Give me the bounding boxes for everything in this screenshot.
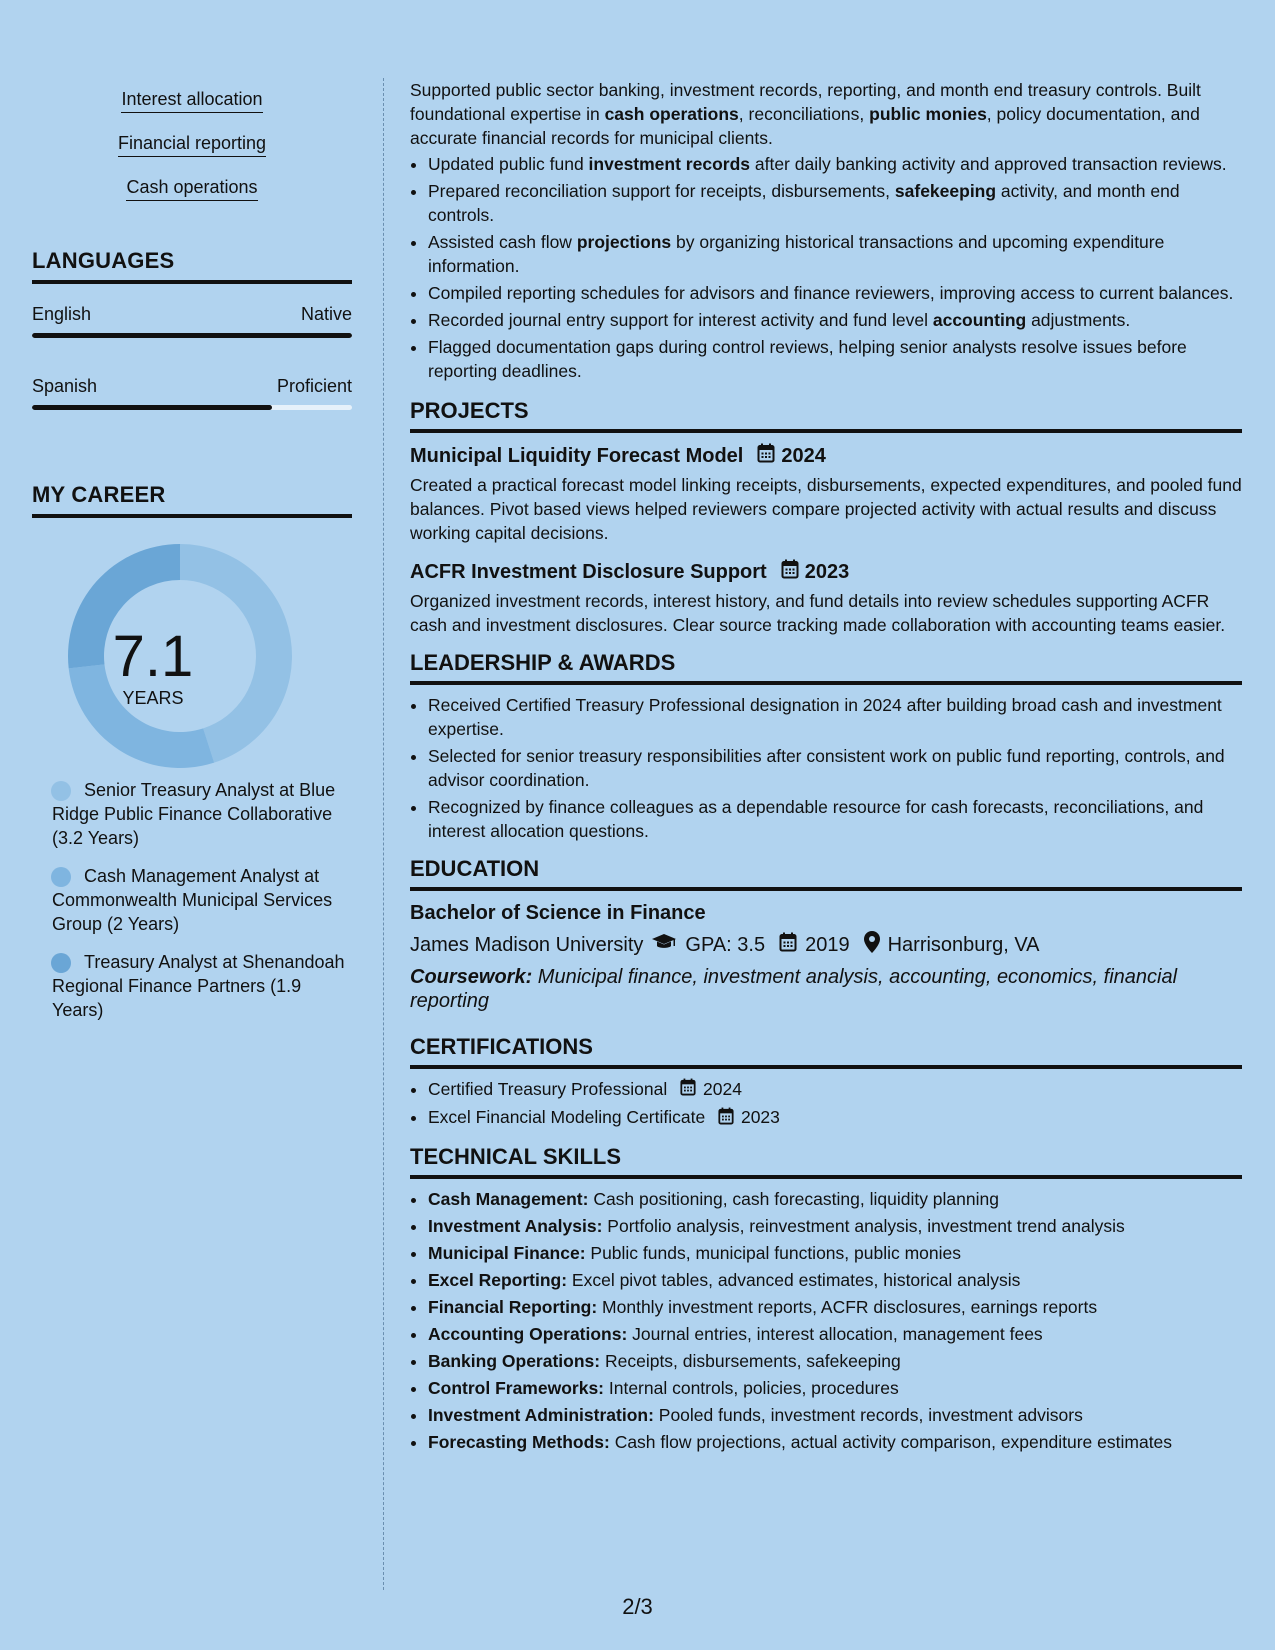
skill-label: Investment Analysis:: [428, 1215, 603, 1236]
skill-text: Public funds, municipal functions, public monies: [585, 1242, 962, 1263]
leadership-heading: LEADERSHIP & AWARDS: [410, 651, 1242, 685]
calendar-icon: [781, 559, 799, 585]
bullet-text: by organizing historical transactions and upcoming expenditure information.: [428, 232, 1165, 276]
project-description: Organized investment records, interest history, and fund details into review schedules supporting ACFR cash and investment disclosures. Clear source tracking made collaboration with accounting teams easier.: [410, 591, 1226, 635]
bullet-text: activity, and month end controls.: [428, 181, 1180, 225]
column-divider: [383, 78, 384, 1590]
project-description: Created a practical forecast model linking receipts, disbursements, expected expenditures, and pooled fund balances. Pivot based views helped reviewers compare projected activity with actual results and discuss working capital decisions.: [410, 475, 1242, 543]
leadership-item: • Received Certified Treasury Professional designation in 2024 after building broad cash and investment expertise.: [428, 693, 1242, 741]
skill-label: Municipal Finance:: [428, 1242, 586, 1263]
language-proficiency-fill: [32, 333, 352, 338]
project-name: Municipal Liquidity Forecast Model: [410, 445, 744, 467]
bullet-text: after daily banking activity and approved transaction reviews.: [750, 154, 1227, 174]
skill-label: Accounting Operations:: [428, 1323, 628, 1344]
skill-text: Journal entries, interest allocation, management fees: [627, 1323, 1043, 1344]
education-year: 2019: [805, 934, 850, 956]
project-year: 2024: [781, 445, 826, 467]
education-location: Harrisonburg, VA: [887, 934, 1040, 956]
education-coursework: [410, 965, 1242, 1013]
career-total: 7.1: [112, 624, 194, 689]
calendar-icon: [718, 1107, 734, 1131]
skill-tag-list: [32, 78, 352, 210]
leadership-item: • Selected for senior treasury responsibilities after consistent work on public fund reporting, controls, and advisor coordination.: [428, 744, 1242, 792]
skill-tag: Cash operations: [126, 176, 257, 201]
career-item: [32, 864, 352, 936]
bullet-text: adjustments.: [1026, 310, 1131, 330]
bullet-text: Flagged documentation gaps during control reviews, helping senior analysts resolve issues before reporting deadlines.: [428, 337, 1187, 381]
language-level: Native: [300, 304, 352, 324]
legend-dot-icon: [51, 953, 71, 973]
summary-bullet: [428, 308, 1242, 332]
bullet-bold: investment records: [588, 154, 750, 174]
language-proficiency-bar: [32, 405, 352, 410]
summary-bullet: [428, 281, 1242, 305]
location-pin-icon: [864, 931, 880, 959]
summary-bullet: [428, 152, 1242, 176]
legend-dot-icon: [51, 867, 71, 887]
education-gpa: GPA: 3.5: [685, 934, 766, 956]
certification-item: [428, 1077, 1242, 1102]
skill-item: [428, 1376, 1242, 1400]
skill-item: [428, 1214, 1242, 1238]
career-item-label: Cash Management Analyst at Commonwealth Municipal Services Group (2 Years): [52, 866, 333, 934]
skill-label: Cash Management:: [428, 1188, 589, 1209]
certification-name: Certified Treasury Professional: [428, 1079, 668, 1099]
leadership-section: [410, 651, 1242, 843]
skill-tag: Financial reporting: [118, 132, 266, 157]
project-year: 2023: [804, 561, 850, 583]
legend-dot-icon: [51, 781, 71, 801]
projects-heading: PROJECTS: [410, 399, 1242, 433]
summary-bullet: [428, 335, 1242, 383]
skill-item: [428, 1268, 1242, 1292]
career-legend: [32, 778, 352, 1022]
skill-item: [428, 1349, 1242, 1373]
language-proficiency-fill: [32, 405, 272, 410]
education-section: [410, 857, 1242, 1013]
certifications-section: [410, 1035, 1242, 1131]
certification-year: 2023: [740, 1107, 780, 1128]
certification-year: 2024: [703, 1079, 742, 1099]
skill-text: Receipts, disbursements, safekeeping: [600, 1350, 901, 1371]
career-item-label: Senior Treasury Analyst at Blue Ridge Public Finance Collaborative (3.2 Years): [52, 780, 336, 848]
summary-bullet: [428, 230, 1242, 278]
skill-label: Banking Operations:: [428, 1350, 601, 1371]
certifications-list: [410, 1077, 1242, 1131]
skill-item: [428, 1403, 1242, 1427]
certifications-heading: CERTIFICATIONS: [410, 1035, 1242, 1069]
skill-text: Internal controls, policies, procedures: [604, 1377, 899, 1398]
language-row: [32, 376, 352, 397]
project-title: [410, 443, 1242, 469]
language-level: Proficient: [276, 376, 352, 396]
calendar-icon: [779, 932, 797, 958]
technical-skills-heading: TECHNICAL SKILLS: [410, 1145, 1242, 1179]
graduation-cap-icon: [651, 933, 677, 957]
education-school: James Madison University: [410, 934, 644, 956]
bullet-text: Recorded journal entry support for interest activity and fund level: [428, 310, 933, 330]
calendar-icon: [757, 443, 775, 469]
summary-bold: cash operations: [604, 104, 739, 124]
skill-tag: Interest allocation: [121, 88, 262, 113]
skill-text: Cash flow projections, actual activity comparison, expenditure estimates: [609, 1431, 1173, 1452]
skill-text: Portfolio analysis, reinvestment analysis, investment trend analysis: [602, 1215, 1125, 1236]
bullet-text: Updated public fund: [428, 154, 589, 174]
coursework-text: Municipal finance, investment analysis, accounting, economics, financial reporting: [410, 966, 1178, 1012]
skill-text: Excel pivot tables, advanced estimates, historical analysis: [567, 1269, 1021, 1290]
certification-name: Excel Financial Modeling Certificate: [428, 1107, 706, 1128]
main-content: [410, 78, 1242, 1457]
career-section: [32, 482, 352, 1022]
technical-skills-section: [410, 1145, 1242, 1454]
sidebar: [32, 78, 352, 1036]
languages-section: [32, 248, 352, 410]
certification-item: [428, 1105, 1242, 1130]
summary-bullet: [428, 179, 1242, 227]
language-row: [32, 304, 352, 325]
page-number: 2/3: [622, 1594, 653, 1619]
bullet-bold: accounting: [932, 310, 1027, 330]
career-unit: YEARS: [122, 688, 184, 708]
skill-item: [428, 1430, 1242, 1454]
bullet-bold: safekeeping: [894, 181, 997, 201]
summary-text: , policy documentation, and accurate financial records for municipal clients.: [410, 104, 1200, 148]
skill-label: Control Frameworks:: [428, 1377, 604, 1398]
skill-label: Financial Reporting:: [428, 1296, 598, 1317]
calendar-icon: [680, 1078, 696, 1102]
summary-text: Supported public sector banking, investment records, reporting, and month end treasury controls. Built foundational expertise in: [410, 80, 1201, 124]
languages-heading: LANGUAGES: [32, 248, 352, 284]
education-degree: Bachelor of Science in Finance: [410, 902, 706, 924]
skill-label: Forecasting Methods:: [428, 1431, 610, 1452]
summary-text: , reconciliations,: [738, 104, 870, 124]
career-item: [32, 950, 352, 1022]
skill-label: Investment Administration:: [428, 1404, 654, 1425]
project-title: [410, 559, 1242, 585]
language-name: English: [32, 304, 92, 324]
skill-item: [428, 1187, 1242, 1211]
skill-text: Monthly investment reports, ACFR disclosures, earnings reports: [597, 1296, 1098, 1317]
leadership-list: [410, 693, 1242, 843]
career-item: [32, 778, 352, 850]
leadership-item: • Recognized by finance colleagues as a dependable resource for cash forecasts, reconciliations, and interest allocation questions.: [428, 795, 1242, 843]
bullet-text: Assisted cash flow: [428, 232, 577, 252]
summary-bullets: [410, 152, 1242, 383]
language-name: Spanish: [32, 376, 98, 396]
career-heading: MY CAREER: [32, 482, 352, 518]
bullet-text: Compiled reporting schedules for advisors and finance reviewers, improving access to current balances.: [428, 283, 1234, 303]
summary-paragraph: [410, 78, 1242, 150]
bullet-bold: projections: [576, 232, 672, 252]
language-proficiency-bar: [32, 333, 352, 338]
bullet-text: Prepared reconciliation support for receipts, disbursements,: [428, 181, 895, 201]
skill-text: Pooled funds, investment records, investment advisors: [653, 1404, 1083, 1425]
career-item-label: Treasury Analyst at Shenandoah Regional Finance Partners (1.9 Years): [52, 952, 345, 1020]
skill-item: [428, 1241, 1242, 1265]
education-details: [410, 931, 1242, 959]
skill-item: [428, 1322, 1242, 1346]
coursework-label: Coursework:: [410, 966, 533, 988]
education-heading: EDUCATION: [410, 857, 1242, 891]
technical-skills-list: [410, 1187, 1242, 1454]
summary-bold: public monies: [869, 104, 987, 124]
career-donut-chart: [32, 518, 352, 778]
skill-text: Cash positioning, cash forecasting, liquidity planning: [588, 1188, 999, 1209]
skill-item: [428, 1295, 1242, 1319]
projects-section: [410, 399, 1242, 637]
project-name: ACFR Investment Disclosure Support: [410, 561, 767, 583]
skill-label: Excel Reporting:: [428, 1269, 568, 1290]
